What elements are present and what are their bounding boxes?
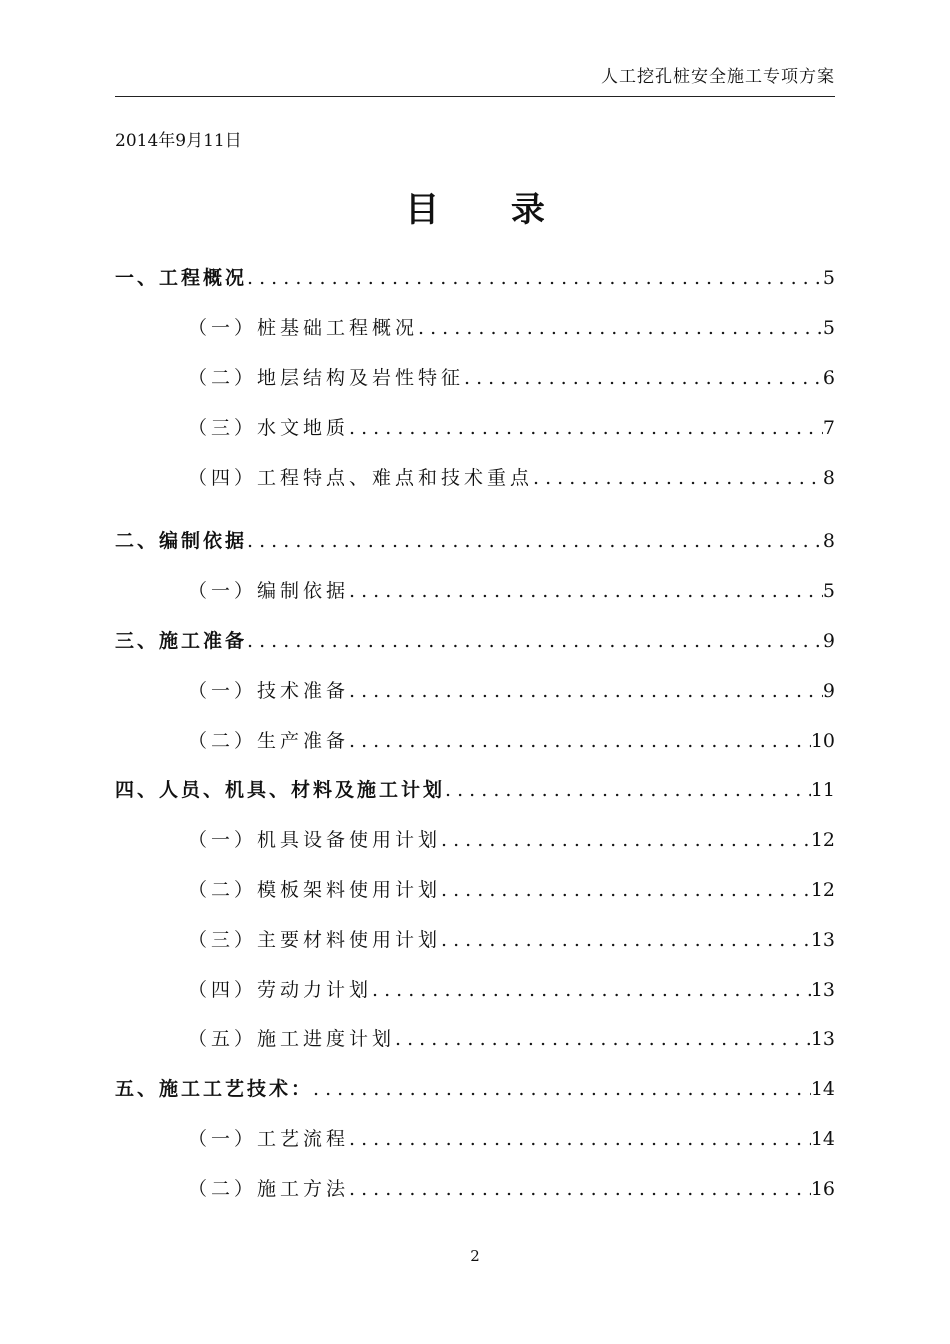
toc-page-number: 11 [810,779,835,801]
page-number: 2 [470,1247,480,1265]
running-header: 人工挖孔桩安全施工专项方案 [601,67,835,87]
toc-leader-dots [247,630,823,652]
toc-leader-dots [441,879,811,901]
toc-leader-dots [349,730,811,752]
toc-leader-dots [445,779,811,801]
toc-entry-label: （二）施工方法 [188,1178,350,1200]
toc-subsection-entry[interactable] [115,313,835,343]
toc-entry-label: （一）机具设备使用计划 [188,829,442,851]
toc-leader-dots [247,267,823,289]
toc-entry-label: （五）施工进度计划 [188,1028,396,1050]
toc-leader-dots [349,580,823,602]
toc-entry-label: （四）工程特点、难点和技术重点 [188,467,534,489]
toc-entry-label: 二、编制依据 [115,530,248,552]
toc-leader-dots [372,979,811,1001]
toc-entry-label: （一）编制依据 [188,580,350,602]
toc-entry-label: （一）桩基础工程概况 [188,317,419,339]
toc-entry-label: （二）地层结构及岩性特征 [188,367,465,389]
toc-entry-label: 三、施工准备 [115,630,248,652]
toc-page-number: 16 [810,1178,835,1200]
toc-leader-dots [247,530,823,552]
toc-entry-label: （二）生产准备 [188,730,350,752]
toc-entry-label: （一）工艺流程 [188,1128,350,1150]
toc-leader-dots [349,417,823,439]
toc-section-entry[interactable] [115,263,835,293]
toc-entry-label: （四）劳动力计划 [188,979,373,1001]
toc-subsection-entry[interactable] [115,463,835,493]
toc-page-number: 13 [810,929,835,951]
toc-page-number: 5 [822,267,835,289]
toc-leader-dots [349,680,823,702]
toc-subsection-entry[interactable] [115,925,835,955]
toc-page-number: 7 [822,417,835,439]
toc-title: 目 录 [405,190,545,230]
toc-page-number: 5 [822,317,835,339]
toc-entry-label: （三）主要材料使用计划 [188,929,442,951]
toc-leader-dots [349,1178,811,1200]
toc-entry-label: 四、人员、机具、材料及施工计划 [115,779,446,801]
toc-page-number: 12 [810,829,835,851]
toc-section-entry[interactable] [115,775,835,805]
header-rule [115,96,835,97]
toc-subsection-entry[interactable] [115,576,835,606]
toc-section-entry[interactable] [115,626,835,656]
toc-page-number: 5 [822,580,835,602]
toc-subsection-entry[interactable] [115,825,835,855]
toc-leader-dots [313,1078,811,1100]
toc-subsection-entry[interactable] [115,413,835,443]
toc-page-number: 8 [822,530,835,552]
toc-subsection-entry[interactable] [115,975,835,1005]
toc-leader-dots [349,1128,811,1150]
toc-entry-label: 一、工程概况 [115,267,248,289]
document-date: 2014年9月11日 [115,131,242,151]
toc-entry-label: （二）模板架料使用计划 [188,879,442,901]
toc-page-number: 6 [822,367,835,389]
toc-subsection-entry[interactable] [115,363,835,393]
toc-page-number: 10 [810,730,835,752]
toc-entry-label: 五、施工工艺技术： [115,1078,314,1100]
toc-entry-label: （一）技术准备 [188,680,350,702]
toc-page-number: 9 [822,630,835,652]
toc-leader-dots [464,367,823,389]
toc-section-entry[interactable] [115,526,835,556]
toc-page-number: 9 [822,680,835,702]
toc-page-number: 14 [810,1078,835,1100]
toc-page-number: 13 [810,979,835,1001]
toc-entry-label: （三）水文地质 [188,417,350,439]
toc-page-number: 14 [810,1128,835,1150]
toc-subsection-entry[interactable] [115,1124,835,1154]
toc-subsection-entry[interactable] [115,1024,835,1054]
toc-section-entry[interactable] [115,1074,835,1104]
toc-subsection-entry[interactable] [115,676,835,706]
toc-subsection-entry[interactable] [115,875,835,905]
toc-leader-dots [418,317,823,339]
toc-page-number: 13 [810,1028,835,1050]
toc-leader-dots [441,829,811,851]
toc-leader-dots [395,1028,811,1050]
toc-page-number: 8 [822,467,835,489]
toc-leader-dots [533,467,823,489]
toc-subsection-entry[interactable] [115,726,835,756]
toc-leader-dots [441,929,811,951]
toc-subsection-entry[interactable] [115,1174,835,1204]
toc-page-number: 12 [810,879,835,901]
